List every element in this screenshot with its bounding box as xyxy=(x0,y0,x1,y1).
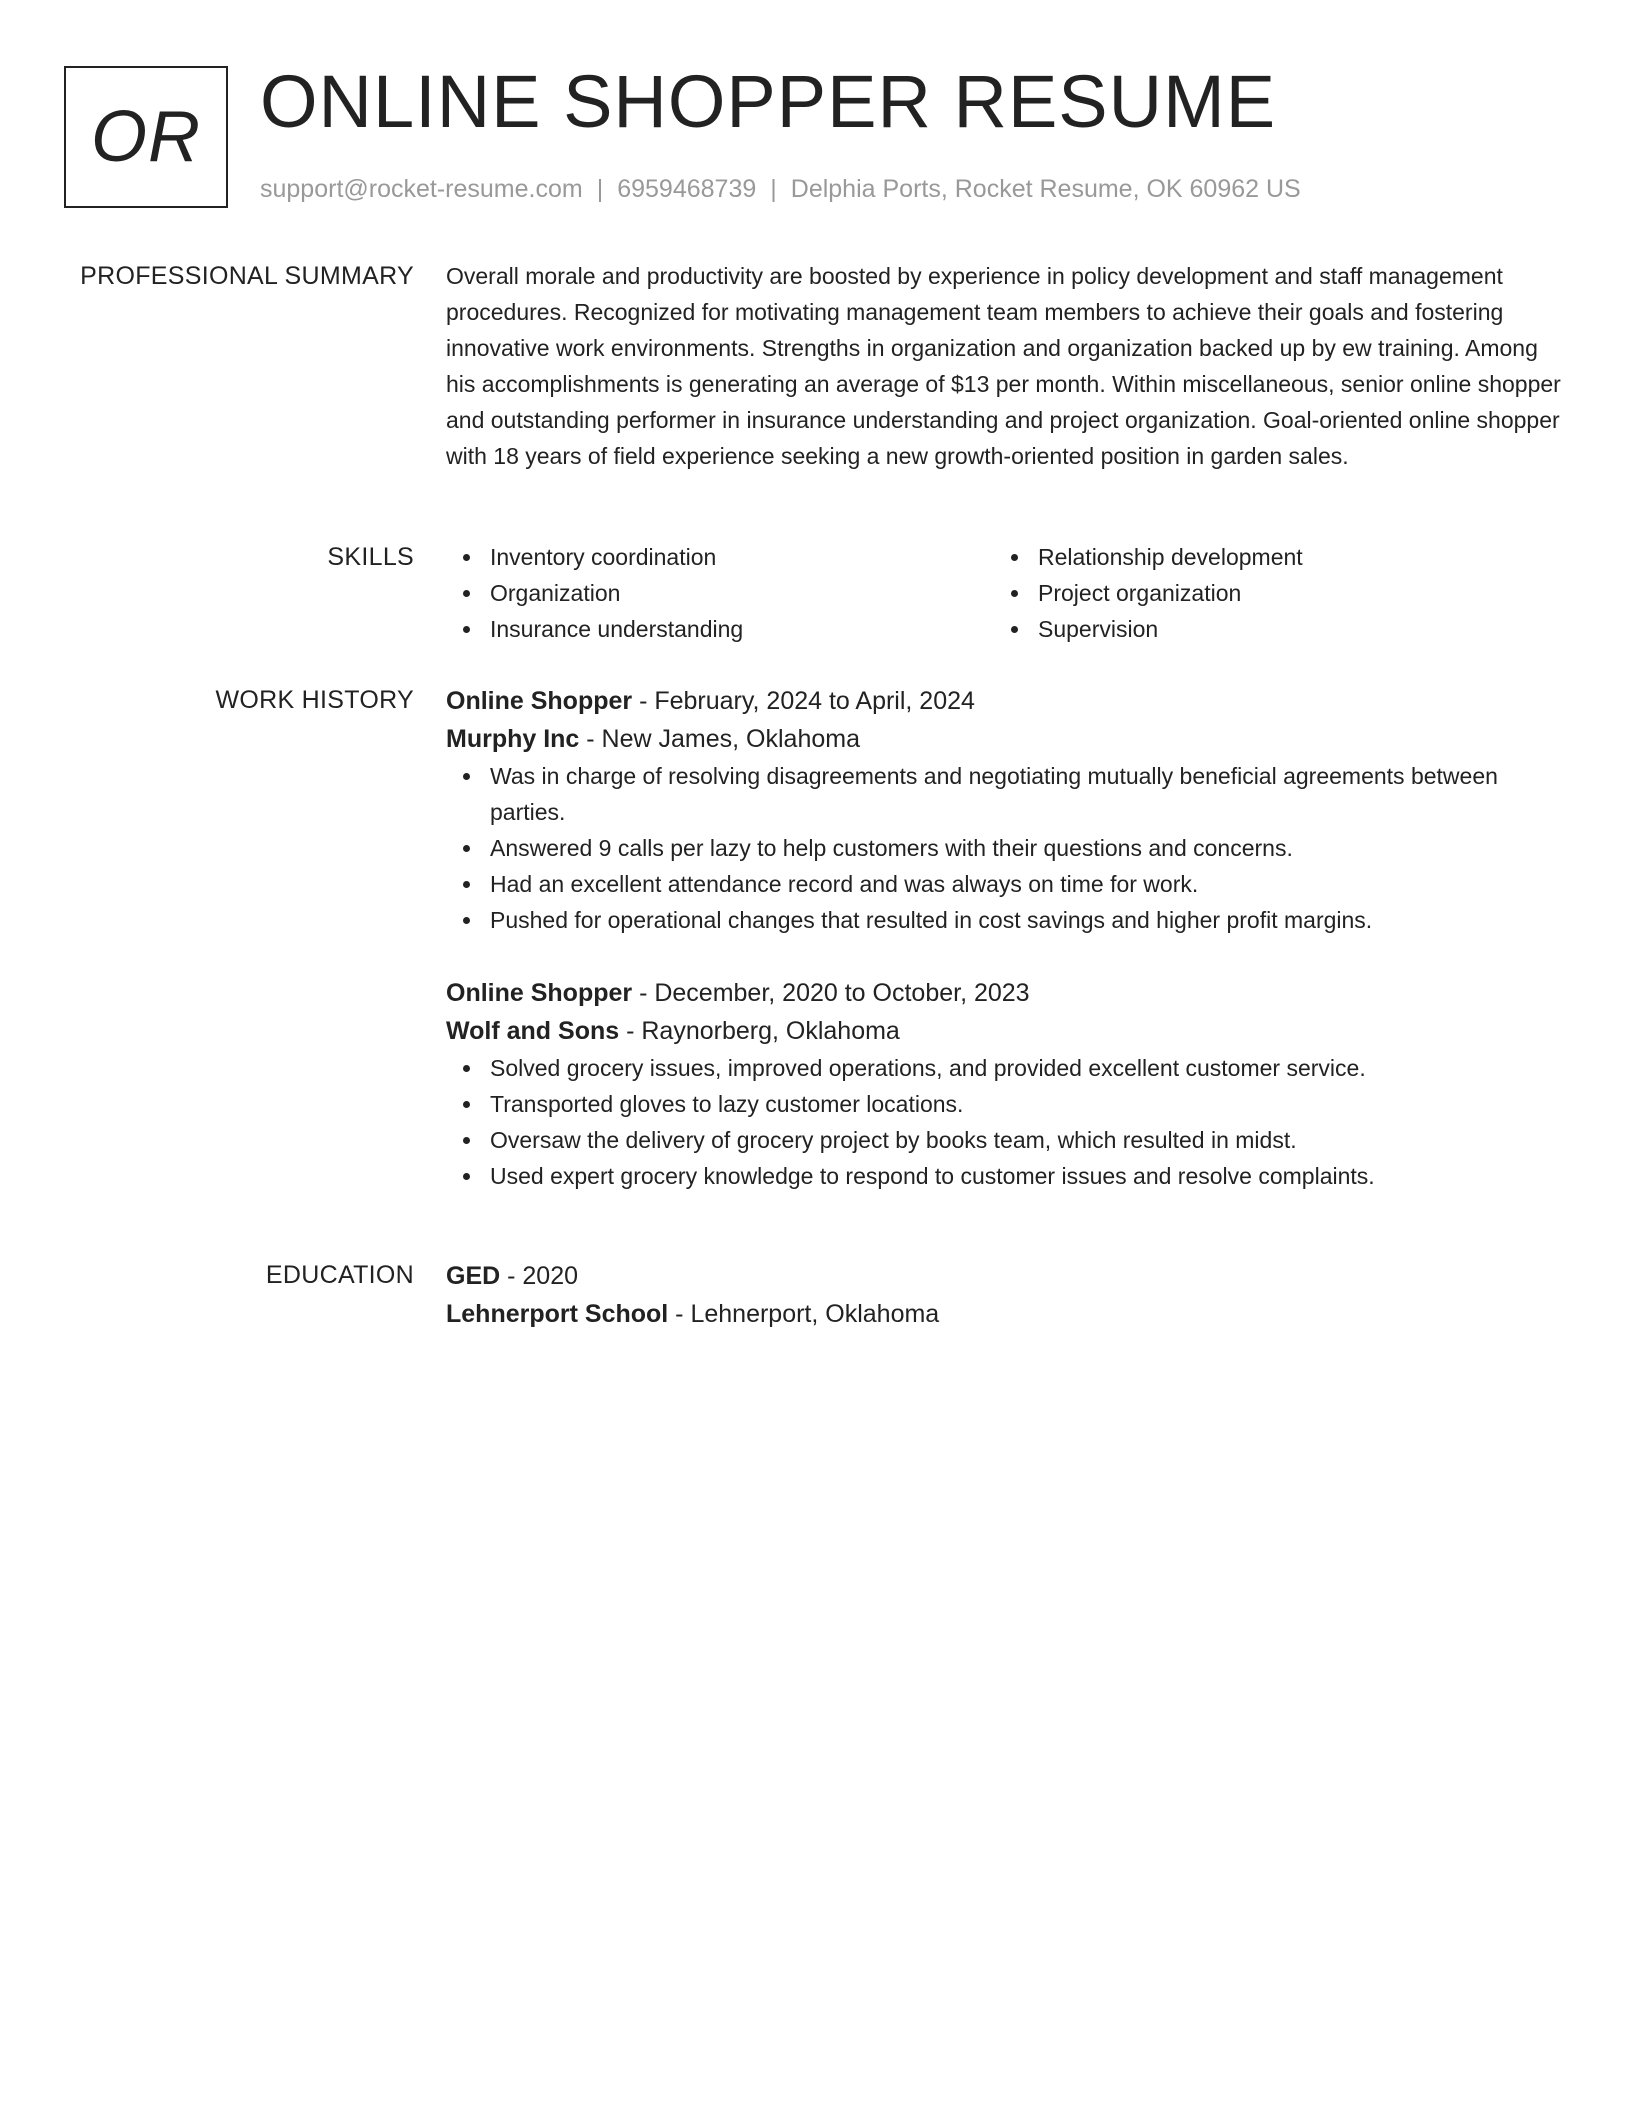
contact-line xyxy=(260,172,1301,206)
resume-title: ONLINE SHOPPER RESUME xyxy=(260,60,1277,143)
skills-body xyxy=(446,539,1562,647)
contact-separator: | xyxy=(596,175,604,203)
summary-text: Overall morale and productivity are boosted by experience in policy development and staff management procedures. Recognized for motivating management team members to achieve their goals and fostering innovative work environments. Strengths in organization and organization backed up by ew training. Among his accomplishments is generating an average of $13 per month. Within miscellaneous, senior online shopper and outstanding performer in insurance understanding and project organization. Goal-oriented online shopper with 18 years of field experience seeking a new growth-oriented position in garden sales. xyxy=(446,263,1561,469)
contact-separator: | xyxy=(770,175,777,203)
education-heading: EDUCATION xyxy=(265,1261,414,1289)
job-duty-item: Solved grocery issues, improved operations, and provided excellent customer service. xyxy=(446,1050,1562,1086)
skill-item: Insurance understanding xyxy=(446,611,994,647)
summary-body xyxy=(446,258,1562,474)
job-location: - Raynorberg, Oklahoma xyxy=(619,1017,900,1045)
degree-year: - 2020 xyxy=(500,1262,579,1290)
skills-column-left xyxy=(446,539,994,647)
job-duties-list xyxy=(446,1050,1562,1194)
summary-heading: PROFESSIONAL SUMMARY xyxy=(80,262,414,290)
work-history-heading: WORK HISTORY xyxy=(215,686,414,714)
skill-item: Inventory coordination xyxy=(446,539,994,575)
job-company: Wolf and Sons xyxy=(446,1017,620,1045)
skills-grid xyxy=(446,539,1562,647)
job-title-line xyxy=(446,974,1562,1012)
degree-name: GED xyxy=(446,1262,501,1290)
job-duty-item: Oversaw the delivery of grocery project by books team, which resulted in midst. xyxy=(446,1122,1562,1158)
job-duty-item: Pushed for operational changes that resulted in cost savings and higher profit margins. xyxy=(446,902,1562,938)
job-duty-item: Transported gloves to lazy customer locations. xyxy=(446,1086,1562,1122)
job-entry xyxy=(446,974,1562,1194)
skill-item: Supervision xyxy=(994,611,1542,647)
work-history-body xyxy=(446,682,1562,1194)
job-company-line xyxy=(446,1012,1562,1050)
skill-item: Relationship development xyxy=(994,539,1542,575)
job-duty-item: Had an excellent attendance record and was always on time for work. xyxy=(446,866,1562,902)
job-title-line xyxy=(446,682,1562,720)
contact-email[interactable]: support@rocket-resume.com xyxy=(260,175,583,203)
education-body xyxy=(446,1257,1562,1333)
school-line xyxy=(446,1295,1562,1333)
job-location: - New James, Oklahoma xyxy=(579,725,860,753)
contact-address: Delphia Ports, Rocket Resume, OK 60962 US xyxy=(790,175,1301,203)
job-dates: - February, 2024 to April, 2024 xyxy=(632,687,975,715)
school-location: - Lehnerport, Oklahoma xyxy=(668,1300,940,1328)
degree-line xyxy=(446,1257,1562,1295)
job-dates: - December, 2020 to October, 2023 xyxy=(632,979,1030,1007)
job-duty-item: Was in charge of resolving disagreements and negotiating mutually beneficial agreements between parties. xyxy=(446,758,1562,830)
job-company: Murphy Inc xyxy=(446,725,580,753)
job-title: Online Shopper xyxy=(446,979,633,1007)
skill-item: Project organization xyxy=(994,575,1542,611)
job-entry xyxy=(446,682,1562,938)
job-company-line xyxy=(446,720,1562,758)
job-duty-item: Used expert grocery knowledge to respond to customer issues and resolve complaints. xyxy=(446,1158,1562,1194)
monogram-logo: OR xyxy=(64,66,228,208)
skills-column-right xyxy=(994,539,1542,647)
skill-item: Organization xyxy=(446,575,994,611)
job-title: Online Shopper xyxy=(446,687,633,715)
skills-heading: SKILLS xyxy=(327,543,414,571)
job-duty-item: Answered 9 calls per lazy to help customers with their questions and concerns. xyxy=(446,830,1562,866)
school-name: Lehnerport School xyxy=(446,1300,669,1328)
job-duties-list xyxy=(446,758,1562,938)
contact-phone[interactable]: 6959468739 xyxy=(617,175,757,203)
